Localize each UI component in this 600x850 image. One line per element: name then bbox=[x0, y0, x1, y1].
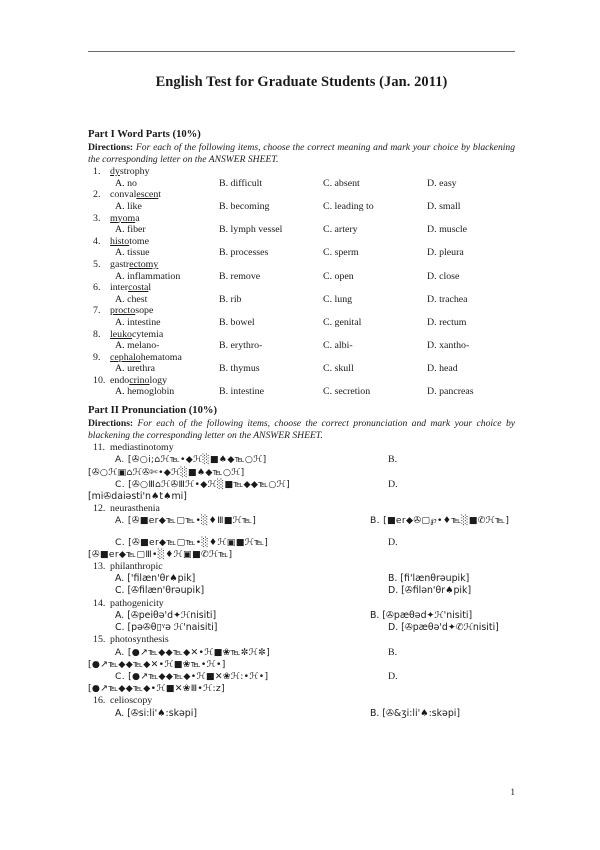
word-underlined-part: escen bbox=[136, 189, 159, 201]
option-row-cd bbox=[88, 622, 515, 634]
option-b-label: B. bbox=[370, 515, 380, 527]
option-a[interactable]: A. chest bbox=[115, 293, 148, 305]
question-item bbox=[88, 352, 515, 375]
question-word: pathogenicity bbox=[110, 597, 164, 609]
question-word bbox=[110, 259, 158, 271]
question-stem bbox=[88, 375, 515, 387]
question-stem bbox=[88, 329, 515, 341]
part2-directions-separator: : bbox=[129, 418, 138, 430]
option-b-value: [■er◆✇▢℘•♦℡░■✆ℋ℡] bbox=[383, 515, 510, 527]
word-underlined-part: crino bbox=[129, 374, 150, 386]
option-row-ab bbox=[88, 708, 515, 720]
option-c[interactable]: C. [pə✇θ▯ᵞə ℋ'naisiti] bbox=[115, 622, 218, 634]
question-word bbox=[110, 375, 167, 387]
word-suffix: l bbox=[148, 282, 152, 294]
word-suffix: logy bbox=[149, 374, 168, 386]
option-a[interactable]: A. tissue bbox=[115, 247, 150, 259]
option-b[interactable]: B. erythro- bbox=[219, 340, 263, 352]
option-c[interactable]: C. artery bbox=[323, 224, 358, 236]
option-d[interactable]: D. easy bbox=[427, 177, 457, 189]
word-underlined-part: leuko bbox=[110, 328, 132, 340]
option-b[interactable]: B. rib bbox=[219, 293, 242, 305]
part2-heading: Part II Pronunciation (10%) bbox=[88, 405, 217, 417]
option-d-value[interactable]: [●↗℡◆◆℡◆•ℋ■✕❀Ⅲ•ℋ:z] bbox=[88, 683, 225, 695]
option-a[interactable]: A. melano- bbox=[115, 340, 160, 352]
question-item bbox=[88, 236, 515, 259]
question-word bbox=[110, 166, 150, 178]
option-c[interactable]: C. skull bbox=[323, 363, 354, 375]
question-number: 13. bbox=[93, 561, 106, 573]
option-b[interactable]: B. becoming bbox=[219, 200, 270, 212]
option-a[interactable]: A. like bbox=[115, 200, 142, 212]
question-item bbox=[88, 166, 515, 189]
question-word: photosynthesis bbox=[110, 634, 169, 646]
header-rule bbox=[88, 51, 515, 52]
option-b[interactable]: B. thymus bbox=[219, 363, 260, 375]
question-item bbox=[88, 598, 515, 635]
word-prefix: endo bbox=[110, 374, 130, 386]
option-d[interactable]: D. pleura bbox=[427, 247, 464, 259]
part1-heading: Part I Word Parts (10%) bbox=[88, 129, 201, 140]
question-stem bbox=[88, 189, 515, 201]
question-number: 11. bbox=[93, 442, 105, 454]
question-stem bbox=[88, 503, 515, 515]
option-b[interactable]: B. [✇&ʒi:li'♠:skəpi] bbox=[370, 707, 461, 719]
word-suffix: a bbox=[135, 212, 140, 224]
option-d[interactable]: D. [✇filən'θr♠pik] bbox=[388, 585, 472, 597]
option-row bbox=[88, 317, 515, 329]
option-c[interactable]: C. albi- bbox=[323, 340, 353, 352]
option-b[interactable]: B. lymph vessel bbox=[219, 224, 283, 236]
question-word: neurasthenia bbox=[110, 503, 160, 515]
option-row-cd bbox=[88, 671, 515, 683]
page-title: English Test for Graduate Students (Jan. 2011) bbox=[155, 74, 448, 90]
option-row bbox=[88, 386, 515, 398]
option-row-cd bbox=[88, 537, 515, 549]
question-item bbox=[88, 375, 515, 398]
question-word: philanthropic bbox=[110, 561, 163, 573]
option-row bbox=[88, 271, 515, 283]
option-d[interactable]: D. head bbox=[427, 363, 458, 375]
question-item bbox=[88, 282, 515, 305]
option-a[interactable]: A. [●↗℡◆◆℡◆✕•ℋ■❀℡✼ℋ✼] bbox=[115, 646, 271, 658]
option-c[interactable]: C. [✇filæn'θrəupik] bbox=[115, 585, 205, 597]
option-a[interactable]: A. [✇peiθə'd✦ℋnisiti] bbox=[115, 609, 217, 621]
option-row bbox=[88, 340, 515, 352]
word-suffix: cytemia bbox=[131, 328, 164, 340]
question-word bbox=[110, 352, 182, 364]
question-item bbox=[88, 503, 515, 561]
option-row bbox=[88, 178, 515, 190]
question-stem bbox=[88, 634, 515, 646]
question-stem bbox=[88, 282, 515, 294]
question-item bbox=[88, 329, 515, 352]
option-b[interactable] bbox=[370, 515, 509, 527]
part1-directions bbox=[88, 142, 515, 165]
question-number: 8. bbox=[93, 328, 101, 340]
option-c[interactable]: C. [●↗℡◆◆℡◆•ℋ■✕❀ℋ:•ℋ•] bbox=[115, 670, 269, 682]
option-c[interactable]: C. absent bbox=[323, 177, 360, 189]
question-word bbox=[110, 305, 153, 317]
option-d[interactable]: D. trachea bbox=[427, 293, 468, 305]
option-d[interactable]: D. close bbox=[427, 270, 460, 282]
part2-directions-label: Directions bbox=[88, 418, 130, 430]
question-stem bbox=[88, 166, 515, 178]
option-row-ab bbox=[88, 573, 515, 585]
option-a[interactable]: A. [✇si:li'♠:skəpi] bbox=[115, 707, 198, 719]
option-a[interactable]: A. fiber bbox=[115, 224, 146, 236]
question-number: 16. bbox=[93, 695, 106, 707]
option-row-ab bbox=[88, 515, 515, 527]
word-suffix: t bbox=[158, 189, 162, 201]
question-item bbox=[88, 259, 515, 282]
option-c[interactable]: C. sperm bbox=[323, 247, 359, 259]
option-d[interactable]: D. muscle bbox=[427, 224, 468, 236]
option-row bbox=[88, 294, 515, 306]
option-d-value[interactable]: [✇■er◆℡▢Ⅲ•░♦ℋ▣■✆ℋ℡] bbox=[88, 548, 233, 560]
option-c[interactable]: C. lung bbox=[323, 293, 353, 305]
question-word bbox=[110, 189, 161, 201]
option-row-ab bbox=[88, 647, 515, 659]
question-word bbox=[110, 236, 149, 248]
part1-directions-text: For each of the following items, choose the correct meaning and mark your choice by blackening the corresponding letter on the ANSWER SHEET. bbox=[88, 142, 516, 165]
option-b-label[interactable]: B. bbox=[388, 454, 398, 466]
question-stem bbox=[88, 561, 515, 573]
word-prefix: gastr bbox=[110, 258, 130, 270]
option-row-cd bbox=[88, 585, 515, 597]
option-b[interactable]: B. processes bbox=[219, 247, 269, 259]
word-prefix: conval bbox=[110, 189, 137, 201]
question-item bbox=[88, 442, 515, 503]
option-d-label[interactable]: D. bbox=[388, 536, 398, 548]
blank-spacer bbox=[88, 528, 515, 537]
option-row-ab bbox=[88, 454, 515, 466]
document-body bbox=[88, 128, 515, 720]
option-a[interactable]: A. [✇■er◆℡▢℡•░♦Ⅲ■ℋ℡] bbox=[115, 515, 257, 527]
word-underlined-part: costa bbox=[128, 282, 149, 294]
question-stem bbox=[88, 305, 515, 317]
question-stem bbox=[88, 442, 515, 454]
question-stem bbox=[88, 598, 515, 610]
part1-directions-label: Directions bbox=[88, 142, 130, 153]
option-d-label[interactable]: D. bbox=[388, 478, 398, 490]
option-d-label[interactable]: D. bbox=[388, 670, 398, 682]
question-number: 6. bbox=[93, 282, 101, 294]
option-b-value[interactable]: [✇○ℋ▣⌂ℋ✇✄•◆ℋ░■♠◆℡○ℋ] bbox=[88, 466, 245, 478]
word-suffix: sope bbox=[135, 305, 154, 317]
option-c[interactable]: C. secretion bbox=[323, 386, 371, 398]
question-item bbox=[88, 305, 515, 328]
word-suffix: strophy bbox=[119, 166, 150, 178]
option-b[interactable]: B. intestine bbox=[219, 386, 264, 398]
option-b-value[interactable]: [●↗℡◆◆℡◆✕•ℋ■❀℡•ℋ•] bbox=[88, 658, 226, 670]
option-a[interactable]: A. ['filæn'θr♠pik] bbox=[115, 573, 196, 585]
option-d[interactable]: D. rectum bbox=[427, 316, 467, 328]
option-c[interactable]: C. [✇■er◆℡▢℡•░♦ℋ▣■ℋ℡] bbox=[115, 536, 269, 548]
part1-directions-separator: : bbox=[129, 142, 136, 153]
option-b-label[interactable]: B. bbox=[388, 646, 398, 658]
option-row-cd bbox=[88, 479, 515, 491]
word-underlined-part: cephalo bbox=[110, 351, 141, 363]
option-row-ab bbox=[88, 610, 515, 622]
question-number: 9. bbox=[93, 351, 101, 363]
part2-directions-text: For each of the following items, choose the correct pronunciation and mark your choice by blackening the corresponding letter on the ANSWER SHEET. bbox=[88, 418, 516, 441]
option-c[interactable]: C. leading to bbox=[323, 200, 374, 212]
word-underlined-part: dy bbox=[110, 166, 120, 178]
option-row bbox=[88, 201, 515, 213]
option-row bbox=[88, 363, 515, 375]
question-word: mediastinotomy bbox=[110, 442, 174, 454]
question-item bbox=[88, 213, 515, 236]
question-number: 2. bbox=[93, 189, 101, 201]
option-d[interactable]: D. [✇pæθə'd✦✆ℋnisiti] bbox=[388, 622, 499, 634]
option-c[interactable]: C. open bbox=[323, 270, 354, 282]
question-number: 7. bbox=[93, 305, 101, 317]
option-b[interactable]: B. bowel bbox=[219, 316, 255, 328]
question-item bbox=[88, 561, 515, 598]
option-a[interactable]: A. inflammation bbox=[115, 270, 181, 282]
question-number: 3. bbox=[93, 212, 101, 224]
option-b[interactable]: B. [✇pæθəd✦ℋ'nisiti] bbox=[370, 609, 473, 621]
question-stem bbox=[88, 352, 515, 364]
question-word bbox=[110, 213, 140, 225]
question-number: 1. bbox=[93, 166, 101, 178]
question-word bbox=[110, 282, 151, 294]
question-stem bbox=[88, 236, 515, 248]
word-underlined-part: ectomy bbox=[129, 258, 159, 270]
option-d[interactable]: D. small bbox=[427, 200, 461, 212]
question-stem bbox=[88, 213, 515, 225]
word-underlined-part: procto bbox=[110, 305, 136, 317]
option-c[interactable]: C. [✇○Ⅲ⌂ℋ✇Ⅲℋ•◆ℋ░■℡◆◆℡○ℋ] bbox=[115, 478, 290, 490]
word-suffix: hematoma bbox=[140, 351, 182, 363]
page-number: 1 bbox=[510, 788, 515, 798]
option-a[interactable]: A. urethra bbox=[115, 363, 156, 375]
option-b[interactable]: B. difficult bbox=[219, 177, 263, 189]
question-item bbox=[88, 189, 515, 212]
question-word: celioscopy bbox=[110, 695, 153, 707]
question-number: 5. bbox=[93, 258, 101, 270]
word-prefix: inter bbox=[110, 282, 129, 294]
option-b[interactable]: B. [fi'lænθrəupik] bbox=[388, 573, 470, 585]
word-underlined-part: histo bbox=[110, 235, 130, 247]
question-stem bbox=[88, 695, 515, 707]
question-number: 12. bbox=[93, 503, 106, 515]
question-number: 4. bbox=[93, 235, 101, 247]
option-a[interactable]: A. no bbox=[115, 177, 137, 189]
option-d-value[interactable]: [mi✇daiəsti'n♠t♠mi] bbox=[88, 491, 187, 503]
question-number: 15. bbox=[93, 634, 106, 646]
question-number: 10. bbox=[93, 374, 106, 386]
question-item bbox=[88, 695, 515, 719]
option-c[interactable]: C. genital bbox=[323, 316, 362, 328]
question-number: 14. bbox=[93, 597, 106, 609]
option-a[interactable]: A. [✇○i;⌂ℋ℡•◆ℋ░■♠◆℡○ℋ] bbox=[115, 454, 267, 466]
question-word bbox=[110, 329, 163, 341]
option-a[interactable]: A. intestine bbox=[115, 316, 161, 328]
word-underlined-part: myom bbox=[110, 212, 136, 224]
word-suffix: tome bbox=[129, 235, 149, 247]
option-d[interactable]: D. xantho- bbox=[427, 340, 470, 352]
question-stem bbox=[88, 259, 515, 271]
part2-directions bbox=[88, 418, 515, 441]
option-b[interactable]: B. remove bbox=[219, 270, 261, 282]
option-d[interactable]: D. pancreas bbox=[427, 386, 474, 398]
option-row bbox=[88, 247, 515, 259]
option-a[interactable]: A. hemoglobin bbox=[115, 386, 175, 398]
question-item bbox=[88, 634, 515, 695]
option-row bbox=[88, 224, 515, 236]
